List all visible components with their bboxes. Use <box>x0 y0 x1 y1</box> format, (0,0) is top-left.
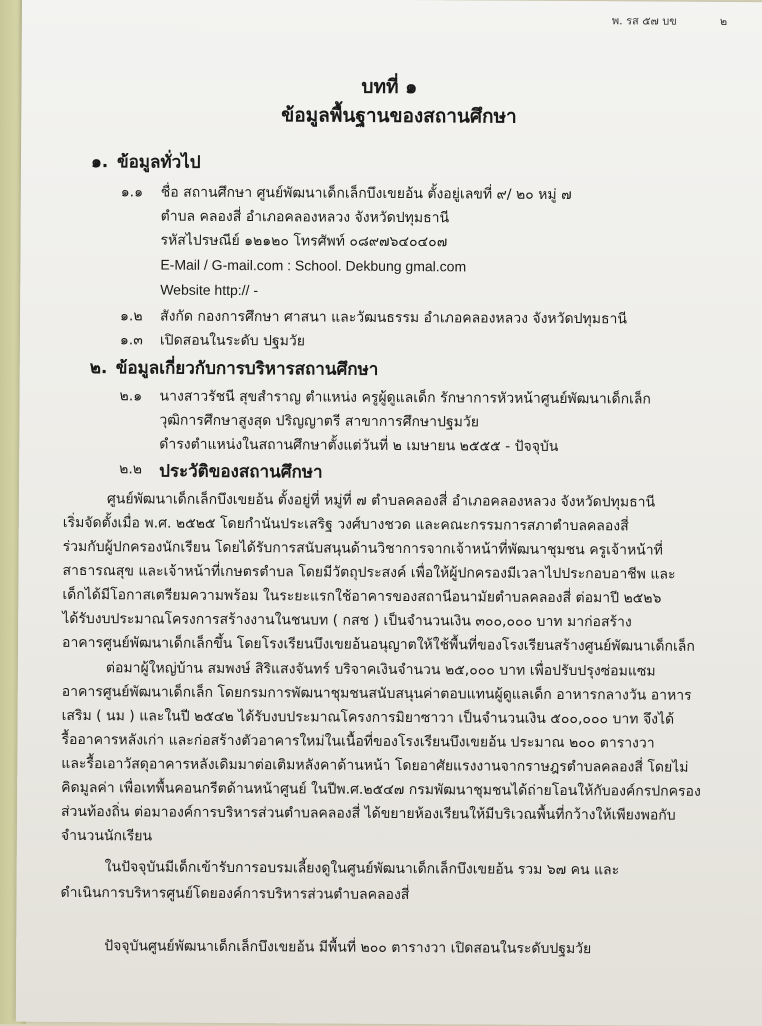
administrator-name: นางสาวรัชนี สุขสำราญ ตำแหน่ง ครูผู้ดูแลเด็ก รักษาการหัวหน้าศูนย์พัฒนาเด็กเล็ก <box>159 388 651 408</box>
history-p2-line: จำนวนนักเรียน <box>60 827 153 845</box>
history-p2-line: และรื้อเอาวัสดุอาคารหลังเดิมมาต่อเติมหลังคาด้านหน้า โดยอาศัยแรงงานจากราษฎรตำบลคลองสี่ โดยไม่ <box>61 755 689 776</box>
history-heading: ประวัติของสถานศึกษา <box>159 461 323 483</box>
history-p1-line: อาคารศูนย์พัฒนาเด็กเล็กขึ้น โดยโรงเรียนบึงเขยอ้นอนุญาตให้ใช้พื้นที่ของโรงเรียนสร้างศูนย์พัฒนาเด็กเล็ก <box>62 634 695 655</box>
item-1-3-number: ๑.๓ <box>119 332 143 349</box>
section-1-heading: ข้อมูลทั่วไป <box>116 152 201 173</box>
history-p2-line: ส่วนท้องถิ่น ต่อมาองค์การบริหารส่วนตำบลคลองสี่ ได้ขยายห้องเรียนให้มีบริเวณพื้นที่กว้างให้เพียงพอกับ <box>60 803 676 824</box>
history-p2-line: รื้ออาคารหลังเก่า และก่อสร้างตัวอาคารใหม่ในเนื้อที่ของโรงเรียนบึงเขยอ้น ประมาณ ๒๐๐ ตารางวา <box>61 731 655 752</box>
history-p2-line: อาคารศูนย์พัฒนาเด็กเล็ก โดยกรมการพัฒนาชุมชนสนับสนุนค่าตอบแทนผู้ดูแลเด็ก อาหารกลางวัน อาหาร <box>61 683 692 704</box>
item-1-1-number: ๑.๑ <box>120 184 144 201</box>
section-2-number: ๒. <box>89 358 108 379</box>
chapter-title: บทที่ ๑ <box>361 75 418 99</box>
administrator-degree: วุฒิการศึกษาสูงสุด ปริญญาตรี สาขาการศึกษาปฐมวัย <box>159 412 480 431</box>
website-line: Website http:// - <box>160 281 259 299</box>
history-p2-line: ต่อมาผู้ใหญ่บ้าน สมพงษ์ สิริแสงจันทร์ บริจาคเงินจำนวน ๒๕,๐๐๐ บาท เพื่อปรับปรุงซ่อมแซม <box>105 660 656 680</box>
page-number: ๒ <box>719 14 728 28</box>
history-p4-line: ปัจจุบันศูนย์พัฒนาเด็กเล็กบึงเขยอ้น มีพื้นที่ ๒๐๐ ตารางวา เปิดสอนในระดับปฐมวัย <box>104 938 592 958</box>
history-p1-line: เริ่มจัดตั้งเมื่อ พ.ศ. ๒๕๒๕ โดยกำนันประเสริฐ วงศ์บางชวด และคณะกรรมการสภาตำบลคลองสี่ <box>62 514 629 535</box>
history-p2-line: เสริม ( นม ) และในปี ๒๕๔๒ ได้รับงบประมาณโครงการมิยาซาวา เป็นจำนวนเงิน ๕๐๐,๐๐๐ บาท จึงได้ <box>61 707 675 728</box>
history-p2-line: คิดมูลค่า เพื่อเทพื้นคอนกรีตด้านหน้าศูนย์ ในปีพ.ศ.๒๕๔๗ กรมพัฒนาชุมชนได้ถ่ายโอนให้กับองค์กรปกครอง <box>61 779 701 800</box>
administrator-tenure: ดำรงตำแหน่งในสถานศึกษาตั้งแต่วันที่ ๒ เมษายน ๒๕๕๕ - ปัจจุบัน <box>159 436 559 455</box>
history-p3-line: ในปัจจุบันมีเด็กเข้ารับการอบรมเลี้ยงดูในศูนย์พัฒนาเด็กเล็กบึงเขยอ้น รวม ๖๗ คน และ <box>104 859 620 879</box>
section-2-heading: ข้อมูลเกี่ยวกับการบริหารสถานศึกษา <box>115 358 379 380</box>
history-p1-line: เด็กได้มีโอกาสเตรียมความพร้อม ในระยะแรกใช้อาคารของสถานีอนามัยตำบลคลองสี่ ต่อมาปี ๒๕๒๖ <box>62 586 662 607</box>
history-p3-line: ดำเนินการบริหารศูนย์โดยองค์การบริหารส่วนตำบลคลองสี่ <box>60 884 410 904</box>
postal-phone: รหัสไปรษณีย์ ๑๒๑๒๐ โทรศัพท์ ๐๘๙๗๖๔๐๔๐๗ <box>160 232 448 251</box>
email-line: E-Mail / G-mail.com : School. Dekbung gmal.com <box>160 256 467 275</box>
history-p1-line: ศูนย์พัฒนาเด็กเล็กบึงเขยอ้น ตั้งอยู่ที่ หมู่ที่ ๗ ตำบลคลองสี่ อำเภอคลองหลวง จังหวัดปทุมธานี <box>106 491 656 511</box>
school-district: ตำบล คลองสี่ อำเภอคลองหลวง จังหวัดปทุมธานี <box>160 208 450 227</box>
history-p1-line: สาธารณสุข และเจ้าหน้าที่เกษตรตำบล โดยมีวัตถุประสงค์ เพื่อให้ผู้ปกครองมีเวลาไปประกอบอาชีพ และ <box>62 562 676 583</box>
page-header-ref: พ. รส ๕๗ บข <box>611 14 677 28</box>
item-2-1-number: ๒.๑ <box>119 388 143 405</box>
school-name-address: ชื่อ สถานศึกษา ศูนย์พัฒนาเด็กเล็กบึงเขยอ้น ตั้งอยู่เลขที่ ๙/ ๒๐ หมู่ ๗ <box>160 184 572 204</box>
history-p1-line: ได้รับงบประมาณโครงการสร้างงานในชนบท ( กสช ) เป็นจำนวนเงิน ๓๐๐,๐๐๐ บาท มาก่อสร้าง <box>62 610 632 631</box>
chapter-subtitle: ข้อมูลพื้นฐานของสถานศึกษา <box>281 104 517 128</box>
item-2-2-number: ๒.๒ <box>119 461 143 478</box>
history-p1-line: ร่วมกับผู้ปกครองนักเรียน โดยได้รับการสนับสนุนด้านวิชาการจากเจ้าหน้าที่พัฒนาชุมชน ครูเจ้าหน้าที่ <box>62 538 663 559</box>
item-1-2-number: ๑.๒ <box>120 308 143 325</box>
affiliation-line: สังกัด กองการศึกษา ศาสนา และวัฒนธรรม อำเภอคลองหลวง จังหวัดปทุมธานี <box>160 308 628 328</box>
document-page <box>16 0 762 1026</box>
section-1-number: ๑. <box>90 152 109 173</box>
education-level: เปิดสอนในระดับ ปฐมวัย <box>159 332 306 350</box>
